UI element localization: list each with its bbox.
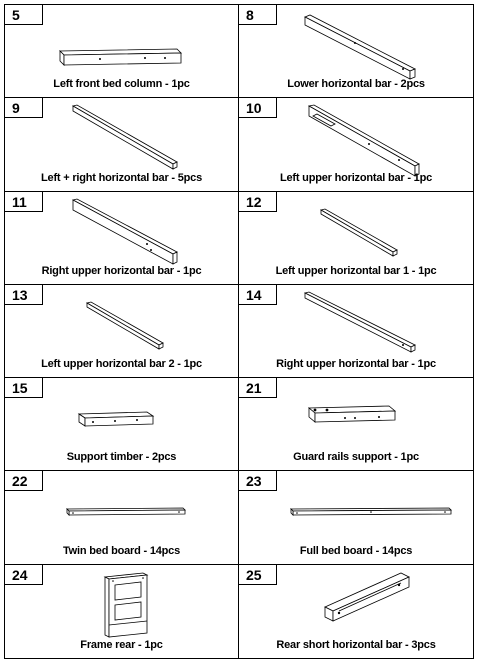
part-number: 24 bbox=[5, 565, 43, 585]
part-number: 12 bbox=[239, 192, 277, 212]
part-label: Full bed board - 14pcs bbox=[299, 544, 413, 557]
part-label: Right upper horizontal bar - 1pc bbox=[276, 358, 436, 371]
part-cell-24 bbox=[5, 565, 239, 658]
part-cell-15 bbox=[5, 378, 239, 471]
part-cell-8 bbox=[239, 5, 473, 98]
part-label: Left upper horizontal bar - 1pc bbox=[279, 171, 433, 184]
part-number: 15 bbox=[5, 378, 43, 398]
part-cell-5 bbox=[5, 5, 239, 98]
part-cell-12 bbox=[239, 192, 473, 285]
part-number: 25 bbox=[239, 565, 277, 585]
part-number: 23 bbox=[239, 471, 277, 491]
part-number: 21 bbox=[239, 378, 277, 398]
part-number: 11 bbox=[5, 192, 43, 212]
part-cell-23 bbox=[239, 471, 473, 564]
part-cell-10 bbox=[239, 98, 473, 191]
part-number: 14 bbox=[239, 285, 277, 305]
parts-grid bbox=[5, 5, 473, 658]
part-number: 9 bbox=[5, 98, 43, 118]
part-cell-11 bbox=[5, 192, 239, 285]
part-cell-14 bbox=[239, 285, 473, 378]
part-number: 13 bbox=[5, 285, 43, 305]
part-cell-22 bbox=[5, 471, 239, 564]
part-label: Support timber - 2pcs bbox=[66, 451, 177, 464]
part-number: 22 bbox=[5, 471, 43, 491]
part-cell-13 bbox=[5, 285, 239, 378]
part-number: 10 bbox=[239, 98, 277, 118]
part-cell-9 bbox=[5, 98, 239, 191]
part-label: Frame rear - 1pc bbox=[80, 638, 163, 651]
part-number: 5 bbox=[5, 5, 43, 25]
part-cell-21 bbox=[239, 378, 473, 471]
part-label: Twin bed board - 14pcs bbox=[62, 544, 181, 557]
part-label: Guard rails support - 1pc bbox=[293, 451, 419, 464]
part-label: Left front bed column - 1pc bbox=[53, 78, 190, 91]
part-label: Left + right horizontal bar - 5pcs bbox=[41, 171, 202, 184]
part-label: Left upper horizontal bar 2 - 1pc bbox=[41, 358, 202, 371]
part-label: Left upper horizontal bar 1 - 1pc bbox=[275, 264, 437, 277]
part-number: 8 bbox=[239, 5, 277, 25]
part-label: Right upper horizontal bar - 1pc bbox=[41, 264, 202, 277]
part-cell-25 bbox=[239, 565, 473, 658]
parts-list-sheet bbox=[4, 4, 474, 659]
part-label: Lower horizontal bar - 2pcs bbox=[287, 78, 425, 91]
part-label: Rear short horizontal bar - 3pcs bbox=[276, 638, 436, 651]
